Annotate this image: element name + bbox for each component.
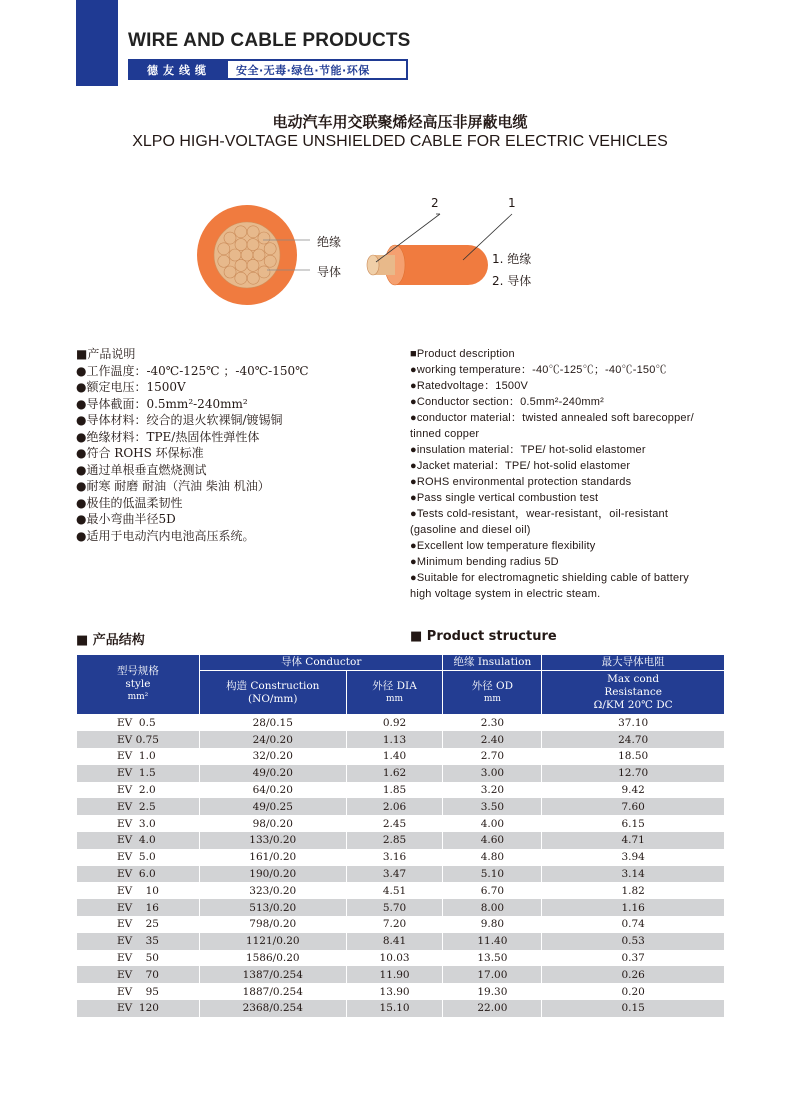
- table-row: [77, 782, 725, 799]
- legend-item-1: 1. 绝缘: [492, 252, 532, 266]
- table-cell: 3.14: [542, 866, 725, 883]
- table-row: [77, 916, 725, 933]
- table-cell: 11.90: [346, 966, 443, 983]
- table-cell: 0.53: [542, 933, 725, 950]
- table-row: [77, 849, 725, 866]
- table-cell: 4.71: [542, 832, 725, 849]
- table-cell: EV 10: [77, 882, 200, 899]
- cross-section-icon: [197, 205, 310, 305]
- desc-en-line: ●Jacket material：TPE/ hot-solid elastomer: [410, 460, 631, 472]
- col-header-dia: [346, 671, 443, 715]
- table-cell: EV 1.5: [77, 765, 200, 782]
- table-cell: 0.74: [542, 916, 725, 933]
- table-cell: 8.41: [346, 933, 443, 950]
- table-cell: 7.20: [346, 916, 443, 933]
- table-cell: 1887/0.254: [199, 983, 346, 1000]
- table-cell: 12.70: [542, 765, 725, 782]
- table-header-row: [77, 655, 725, 671]
- col-header-conductor: 导体 Conductor: [199, 655, 443, 671]
- table-cell: 190/0.20: [199, 866, 346, 883]
- table-cell: 133/0.20: [199, 832, 346, 849]
- desc-en-line: (gasoline and diesel oil): [410, 524, 531, 536]
- table-cell: 64/0.20: [199, 782, 346, 799]
- table-cell: 1.62: [346, 765, 443, 782]
- table-row: [77, 731, 725, 748]
- table-cell: 13.90: [346, 983, 443, 1000]
- desc-en-line: tinned copper: [410, 428, 480, 440]
- col-header-od: [443, 671, 542, 715]
- table-cell: EV 35: [77, 933, 200, 950]
- table-cell: EV 2.0: [77, 782, 200, 799]
- desc-cn-line: ●符合 ROHS 环保标准: [76, 446, 204, 460]
- table-cell: 1.13: [346, 731, 443, 748]
- callout-number-2: 2: [431, 196, 439, 210]
- spec-table: [76, 654, 725, 1017]
- table-row: [77, 866, 725, 883]
- table-cell: 6.15: [542, 815, 725, 832]
- table-row: [77, 832, 725, 849]
- table-cell: 28/0.15: [199, 715, 346, 732]
- description-en: [410, 346, 726, 602]
- table-cell: 1.85: [346, 782, 443, 799]
- table-cell: 49/0.20: [199, 765, 346, 782]
- table-row: [77, 950, 725, 967]
- cable-side-view-icon: [367, 214, 512, 285]
- table-cell: 513/0.20: [199, 899, 346, 916]
- desc-en-line: ●Conductor section：0.5mm²-240mm²: [410, 396, 604, 408]
- conductor-label: 导体: [317, 265, 342, 279]
- table-cell: EV 4.0: [77, 832, 200, 849]
- col-header-max-resistance: [542, 671, 725, 715]
- desc-cn-line: ●导体材料：绞合的退火软裸铜/镀锡铜: [76, 413, 283, 427]
- table-row: [77, 1000, 725, 1017]
- table-cell: 4.51: [346, 882, 443, 899]
- table-cell: 1.82: [542, 882, 725, 899]
- table-cell: EV 95: [77, 983, 200, 1000]
- table-cell: 6.70: [443, 882, 542, 899]
- table-cell: EV 120: [77, 1000, 200, 1017]
- header-text: style: [125, 678, 151, 690]
- header-text: (NO/mm): [248, 692, 298, 705]
- table-cell: 323/0.20: [199, 882, 346, 899]
- table-cell: 2.30: [443, 715, 542, 732]
- table-cell: 24.70: [542, 731, 725, 748]
- desc-en-line: ●Suitable for electromagnetic shielding cable of battery: [410, 572, 689, 584]
- table-cell: 9.80: [443, 916, 542, 933]
- table-cell: 2.85: [346, 832, 443, 849]
- table-cell: 18.50: [542, 748, 725, 765]
- header-text: Ω/KM 20℃ DC: [593, 699, 673, 711]
- table-cell: 7.60: [542, 798, 725, 815]
- desc-en-line: ●Tests cold-resistant，wear-resistant，oil-resistant: [410, 508, 669, 520]
- table-cell: EV 0.5: [77, 715, 200, 732]
- table-cell: 32/0.20: [199, 748, 346, 765]
- table-cell: EV 25: [77, 916, 200, 933]
- table-cell: 2.40: [443, 731, 542, 748]
- table-cell: 2.06: [346, 798, 443, 815]
- desc-en-line: ●insulation material：TPE/ hot-solid elastomer: [410, 444, 646, 456]
- desc-en-line: ●ROHS environmental protection standards: [410, 476, 632, 488]
- table-cell: 24/0.20: [199, 731, 346, 748]
- col-header-insulation: 绝缘 Insulation: [443, 655, 542, 671]
- header-text: mm: [386, 693, 404, 704]
- table-cell: 37.10: [542, 715, 725, 732]
- table-cell: 8.00: [443, 899, 542, 916]
- brand-slogan: 安全·无毒·绿色·节能·环保: [236, 63, 370, 77]
- table-cell: EV 1.0: [77, 748, 200, 765]
- table-cell: 4.80: [443, 849, 542, 866]
- header-tagline: [128, 59, 408, 80]
- header-text: 构造 Construction: [226, 679, 320, 692]
- desc-cn-line: ●极佳的低温柔韧性: [76, 495, 183, 510]
- cable-diagram: [190, 190, 610, 310]
- product-title-en: XLPO HIGH-VOLTAGE UNSHIELDED CABLE FOR ELECTRIC VEHICLES: [132, 133, 668, 150]
- table-cell: 3.47: [346, 866, 443, 883]
- col-header-construction: [199, 671, 346, 715]
- table-cell: 1121/0.20: [199, 933, 346, 950]
- desc-cn-line: ■产品说明: [76, 347, 136, 361]
- table-cell: 11.40: [443, 933, 542, 950]
- table-cell: 1.40: [346, 748, 443, 765]
- legend-item-2: 2. 导体: [492, 274, 532, 288]
- desc-cn-line: ●最小弯曲半径5D: [76, 512, 176, 526]
- table-cell: 2368/0.254: [199, 1000, 346, 1017]
- table-cell: 2.70: [443, 748, 542, 765]
- desc-cn-line: ●通过单根垂直燃烧测试: [76, 462, 207, 477]
- table-cell: 15.10: [346, 1000, 443, 1017]
- header-title: WIRE AND CABLE PRODUCTS: [128, 30, 411, 51]
- table-row: [77, 715, 725, 732]
- table-cell: 2.45: [346, 815, 443, 832]
- desc-en-line: ●Excellent low temperature flexibility: [410, 540, 596, 552]
- table-cell: 22.00: [443, 1000, 542, 1017]
- table-row: [77, 882, 725, 899]
- table-cell: EV 5.0: [77, 849, 200, 866]
- table-cell: 13.50: [443, 950, 542, 967]
- table-cell: 10.03: [346, 950, 443, 967]
- cable-illustration: [190, 190, 610, 310]
- product-title-cn: 电动汽车用交联聚烯烃高压非屏蔽电缆: [272, 113, 528, 131]
- table-cell: 798/0.20: [199, 916, 346, 933]
- table-cell: 0.15: [542, 1000, 725, 1017]
- description-cn: [76, 346, 396, 544]
- desc-cn-line: ●导体截面：0.5mm²-240mm²: [76, 396, 248, 411]
- desc-en-line: ●working temperature：-40℃-125℃；-40℃-150℃: [410, 364, 667, 376]
- insulation-label: 绝缘: [317, 235, 342, 249]
- table-cell: EV 2.5: [77, 798, 200, 815]
- desc-cn-line: ●额定电压：1500V: [76, 380, 186, 394]
- table-cell: 1586/0.20: [199, 950, 346, 967]
- table-row: [77, 966, 725, 983]
- table-cell: 0.92: [346, 715, 443, 732]
- table-row: [77, 798, 725, 815]
- col-header-style: [77, 655, 200, 715]
- table-cell: EV 50: [77, 950, 200, 967]
- table-cell: 4.00: [443, 815, 542, 832]
- table-cell: EV 0.75: [77, 731, 200, 748]
- header-text: 型号规格: [116, 665, 159, 677]
- table-cell: 161/0.20: [199, 849, 346, 866]
- spec-table-body: [77, 715, 725, 1017]
- brand-name: 德友线缆: [130, 61, 228, 78]
- table-cell: 0.37: [542, 950, 725, 967]
- table-cell: EV 16: [77, 899, 200, 916]
- desc-cn-line: ●适用于电动汽内电池高压系统。: [76, 528, 255, 543]
- table-cell: EV 3.0: [77, 815, 200, 832]
- callout-number-1: 1: [508, 196, 516, 210]
- table-cell: 4.60: [443, 832, 542, 849]
- table-row: [77, 765, 725, 782]
- header-text: Resistance: [604, 686, 662, 698]
- table-cell: 3.94: [542, 849, 725, 866]
- desc-en-line: high voltage system in electric steam.: [410, 588, 601, 600]
- structure-heading-cn: ■ 产品结构: [76, 633, 145, 648]
- desc-en-line: ●Ratedvoltage：1500V: [410, 380, 529, 392]
- table-cell: 0.20: [542, 983, 725, 1000]
- table-row: [77, 933, 725, 950]
- table-row: [77, 748, 725, 765]
- header-text: 外径 OD: [471, 679, 514, 692]
- table-row: [77, 899, 725, 916]
- table-cell: 0.26: [542, 966, 725, 983]
- desc-cn-line: ●工作温度：-40℃-125℃ ；-40℃-150℃: [76, 363, 309, 378]
- desc-en-line: ●Minimum bending radius 5D: [410, 556, 559, 568]
- desc-cn-line: ●耐寒 耐磨 耐油（汽油 柴油 机油）: [76, 479, 270, 493]
- table-cell: 3.50: [443, 798, 542, 815]
- table-cell: 5.10: [443, 866, 542, 883]
- desc-en-line: ●conductor material：twisted annealed soft barecopper/: [410, 412, 694, 424]
- table-cell: EV 70: [77, 966, 200, 983]
- table-cell: 9.42: [542, 782, 725, 799]
- table-cell: 19.30: [443, 983, 542, 1000]
- table-cell: 3.16: [346, 849, 443, 866]
- desc-en-line: ■Product description: [410, 348, 515, 360]
- header-accent-bar: [76, 0, 118, 86]
- table-cell: EV 6.0: [77, 866, 200, 883]
- col-header-resistance: 最大导体电阻: [542, 655, 725, 671]
- desc-cn-line: ●绝缘材料：TPE/热固体性弹性体: [76, 429, 260, 444]
- table-cell: 5.70: [346, 899, 443, 916]
- table-cell: 1387/0.254: [199, 966, 346, 983]
- table-cell: 98/0.20: [199, 815, 346, 832]
- table-cell: 3.20: [443, 782, 542, 799]
- structure-heading-en: ■ Product structure: [410, 629, 557, 644]
- table-cell: 17.00: [443, 966, 542, 983]
- desc-en-line: ●Pass single vertical combustion test: [410, 492, 599, 504]
- header-text: 外径 DIA: [372, 679, 417, 692]
- table-cell: 49/0.25: [199, 798, 346, 815]
- header-text: mm: [483, 693, 501, 704]
- header-text: Max cond: [607, 673, 660, 685]
- table-row: [77, 815, 725, 832]
- table-row: [77, 983, 725, 1000]
- table-cell: 1.16: [542, 899, 725, 916]
- table-cell: 3.00: [443, 765, 542, 782]
- header-text: mm²: [127, 692, 149, 702]
